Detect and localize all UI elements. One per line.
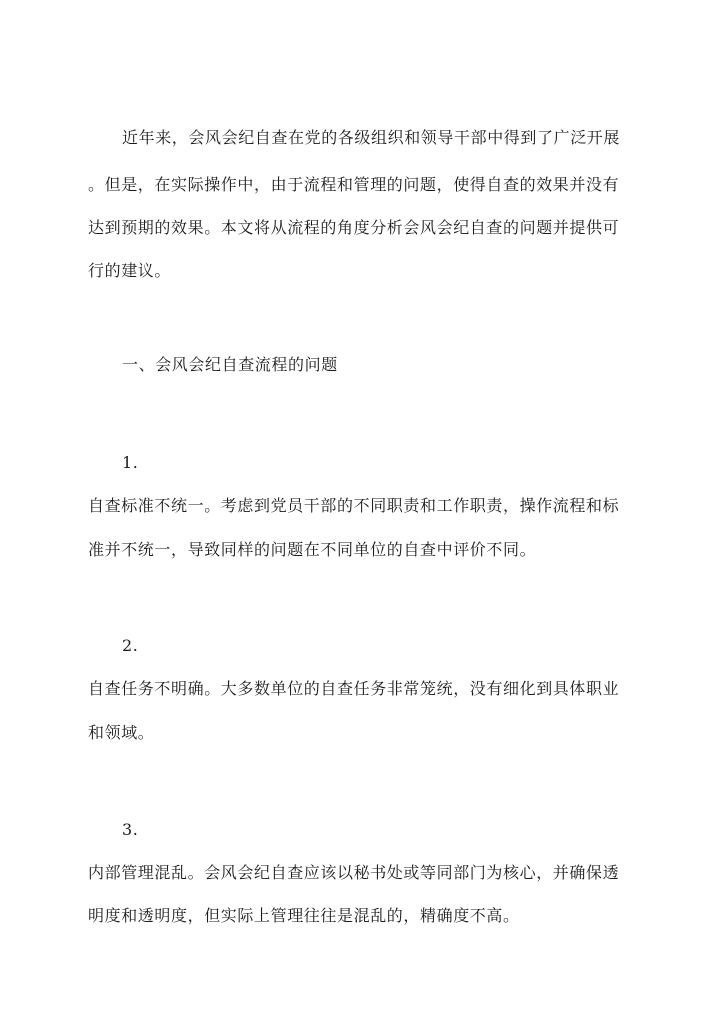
item-3-line-2: 明度和透明度，但实际上管理往往是混乱的，精确度不高。: [88, 906, 520, 925]
section-heading: 一、会风会纪自查流程的问题: [122, 355, 338, 374]
item-2-line-1: 自查任务不明确。大多数单位的自查任务非常笼统，没有细化到具体职业: [88, 679, 620, 698]
intro-line-3: 达到预期的效果。本文将从流程的角度分析会风会纪自查的问题并提供可: [88, 218, 620, 237]
item-2-number: 2.: [122, 636, 139, 655]
intro-line-2: 。但是，在实际操作中，由于流程和管理的问题，使得自查的效果并没有: [88, 175, 620, 194]
item-1-line-2: 准并不统一，导致同样的问题在不同单位的自查中评价不同。: [88, 540, 537, 559]
intro-line-4: 行的建议。: [88, 261, 172, 280]
item-1-line-1: 自查标准不统一。考虑到党员干部的不同职责和工作职责，操作流程和标: [88, 496, 620, 515]
item-1-number: 1.: [122, 453, 139, 472]
item-2-line-2: 和领域。: [88, 723, 155, 742]
intro-line-1: 近年来，会风会纪自查在党的各级组织和领导干部中得到了广泛开展: [122, 128, 621, 147]
item-3-line-1: 内部管理混乱。会风会纪自查应该以秘书处或等同部门为核心，并确保透: [88, 863, 620, 882]
item-3-number: 3.: [122, 820, 139, 839]
